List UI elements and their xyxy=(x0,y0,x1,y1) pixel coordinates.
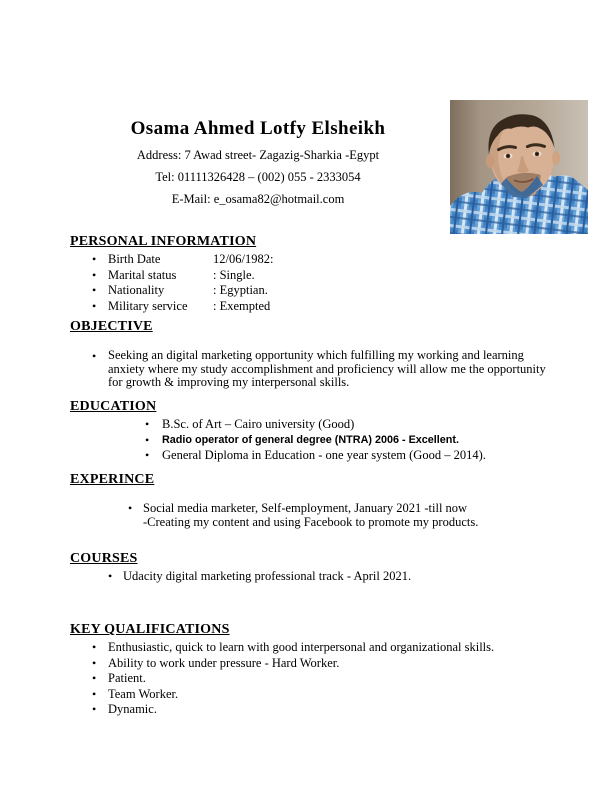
bullet-icon: • xyxy=(145,417,150,431)
resume-header xyxy=(0,118,516,210)
bullet-icon: • xyxy=(92,702,97,716)
phone-line: Tel: 01111326428 – (002) 055 - 2333054 xyxy=(155,170,361,184)
birth-date-value: 12/06/1982: xyxy=(213,252,274,266)
military-service-value: : Exempted xyxy=(213,298,271,313)
section-education xyxy=(70,399,548,464)
nationality-value: : Egyptian. xyxy=(213,283,268,297)
education-item-text: General Diploma in Education - one year system (Good – 2014). xyxy=(162,448,486,462)
qualification-item-text: Enthusiastic, quick to learn with good interpersonal and organizational skills. xyxy=(108,640,495,654)
military-service-label: Military service xyxy=(108,298,188,313)
bullet-icon: • xyxy=(92,640,97,654)
section-experience xyxy=(70,472,548,529)
qualification-item xyxy=(70,702,548,718)
personal-row-nationality xyxy=(70,283,548,299)
education-item-text: Radio operator of general degree (NTRA) 2006 - Excellent. xyxy=(162,433,459,446)
bullet-icon: • xyxy=(145,448,150,462)
section-objective xyxy=(70,319,548,390)
bullet-icon: • xyxy=(92,283,97,297)
address-line: Address: 7 Awad street- Zagazig-Sharkia -Egypt xyxy=(136,148,380,162)
bullet-icon: • xyxy=(92,267,97,282)
education-item xyxy=(70,448,548,464)
section-courses xyxy=(70,551,548,585)
education-items xyxy=(70,417,548,464)
marital-status-value: : Single. xyxy=(213,267,255,282)
bullet-icon: • xyxy=(92,252,97,266)
section-personal-information xyxy=(70,234,548,314)
bullet-icon: • xyxy=(92,298,97,313)
profile-photo xyxy=(450,100,588,234)
qualification-item-text: Team Worker. xyxy=(108,686,179,701)
qualification-item-text: Dynamic. xyxy=(108,702,157,716)
qualification-item-text: Patient. xyxy=(108,671,146,685)
education-item xyxy=(70,433,548,449)
qualification-items xyxy=(70,640,548,718)
key-qualifications-heading: KEY QUALIFICATIONS xyxy=(70,622,230,637)
candidate-name: Osama Ahmed Lotfy Elsheikh xyxy=(130,118,386,139)
objective-line: anxiety where my study accomplishment and proficiency will allow me the opportunity xyxy=(108,361,546,376)
objective-line: for growth & improving my interpersonal skills. xyxy=(108,375,350,389)
bullet-icon: • xyxy=(145,432,150,447)
qualification-item xyxy=(70,656,548,672)
qualification-item xyxy=(70,640,548,656)
education-item xyxy=(70,417,548,433)
experience-heading: EXPERINCE xyxy=(70,472,155,487)
personal-information-heading: PERSONAL INFORMATION xyxy=(70,234,257,249)
qualification-item-text: Ability to work under pressure - Hard Worker. xyxy=(108,655,340,670)
personal-row-marital-status xyxy=(70,268,548,284)
education-heading: EDUCATION xyxy=(70,399,157,414)
course-item-text: Udacity digital marketing professional track - April 2021. xyxy=(123,569,412,583)
experience-line-1: Social media marketer, Self-employment, January 2021 -till now xyxy=(143,501,468,515)
courses-items xyxy=(70,569,548,585)
bullet-icon: • xyxy=(92,349,97,363)
personal-row-birth-date xyxy=(70,252,548,268)
section-key-qualifications xyxy=(70,622,548,718)
bullet-icon: • xyxy=(92,655,97,670)
qualification-item xyxy=(70,671,548,687)
objective-heading: OBJECTIVE xyxy=(70,319,153,334)
birth-date-label: Birth Date xyxy=(108,252,161,266)
experience-line-2: -Creating my content and using Facebook to promote my products. xyxy=(143,515,479,529)
personal-information-rows xyxy=(70,252,548,314)
nationality-label: Nationality xyxy=(108,283,165,297)
courses-heading: COURSES xyxy=(70,551,138,566)
experience-body xyxy=(70,501,548,529)
bullet-icon: • xyxy=(108,569,113,583)
bullet-icon: • xyxy=(92,671,97,685)
qualification-item xyxy=(70,687,548,703)
bullet-icon: • xyxy=(128,501,133,515)
bullet-icon: • xyxy=(92,686,97,701)
profile-photo-image xyxy=(450,100,588,234)
email-line: E-Mail: e_osama82@hotmail.com xyxy=(171,192,345,206)
personal-row-military-service xyxy=(70,299,548,315)
course-item xyxy=(70,569,548,585)
objective-text xyxy=(70,349,548,390)
objective-line: Seeking an digital marketing opportunity which fulfilling my working and learning xyxy=(108,348,524,362)
education-item-text: B.Sc. of Art – Cairo university (Good) xyxy=(162,417,355,431)
experience-item xyxy=(70,501,548,515)
marital-status-label: Marital status xyxy=(108,267,177,282)
